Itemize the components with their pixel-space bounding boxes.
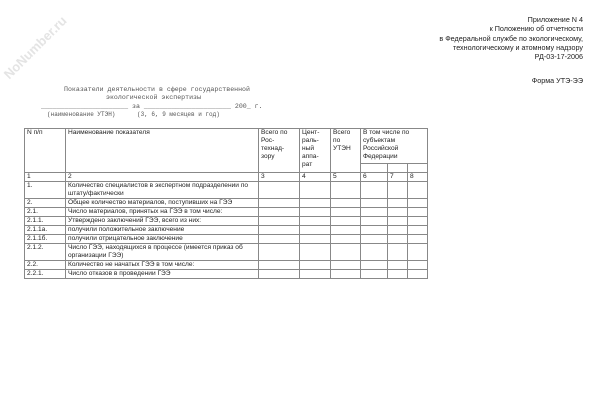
value-cell[interactable] bbox=[408, 261, 428, 270]
col-num: 5 bbox=[331, 173, 361, 182]
row-name: Число отказов в проведении ГЭЭ bbox=[66, 270, 259, 279]
col-num: 4 bbox=[300, 173, 331, 182]
col-num: 6 bbox=[361, 173, 388, 182]
value-cell[interactable] bbox=[388, 235, 408, 244]
value-cell[interactable] bbox=[259, 199, 300, 208]
value-cell[interactable] bbox=[331, 235, 361, 244]
value-cell[interactable] bbox=[361, 226, 388, 235]
row-name: Утверждено заключений ГЭЭ, всего из них: bbox=[66, 217, 259, 226]
value-cell[interactable] bbox=[388, 270, 408, 279]
header-line: технологическому и атомному надзору bbox=[453, 42, 583, 52]
value-cell[interactable] bbox=[408, 217, 428, 226]
indicators-table bbox=[24, 128, 428, 279]
value-cell[interactable] bbox=[388, 261, 408, 270]
value-cell[interactable] bbox=[259, 217, 300, 226]
title-line: Показатели деятельности в сфере государственной bbox=[64, 86, 250, 93]
value-cell[interactable] bbox=[388, 226, 408, 235]
value-cell[interactable] bbox=[259, 244, 300, 261]
row-number: 1. bbox=[25, 182, 66, 199]
value-cell[interactable] bbox=[300, 208, 331, 217]
value-cell[interactable] bbox=[388, 217, 408, 226]
row-number: 2.1.2. bbox=[25, 244, 66, 261]
value-cell[interactable] bbox=[300, 199, 331, 208]
value-cell[interactable] bbox=[361, 182, 388, 199]
value-cell[interactable] bbox=[408, 226, 428, 235]
value-cell[interactable] bbox=[361, 217, 388, 226]
col-num: 3 bbox=[259, 173, 300, 182]
watermark: NoNumber.ru bbox=[0, 13, 70, 82]
header-uten: Всего по УТЭН bbox=[331, 129, 361, 173]
col-num: 1 bbox=[25, 173, 66, 182]
row-number: 2.2. bbox=[25, 261, 66, 270]
row-number: 2.1. bbox=[25, 208, 66, 217]
value-cell[interactable] bbox=[388, 182, 408, 199]
value-cell[interactable] bbox=[259, 270, 300, 279]
value-cell[interactable] bbox=[331, 244, 361, 261]
row-name: Число ГЭЭ, находящихся в процессе (имеется приказ об организации ГЭЭ) bbox=[66, 244, 259, 261]
value-cell[interactable] bbox=[300, 270, 331, 279]
header-subjects: В том числе по субъектам Российской Федерации bbox=[361, 129, 428, 164]
value-cell[interactable] bbox=[300, 217, 331, 226]
table-row bbox=[25, 217, 428, 226]
row-name: получили положительное заключение bbox=[66, 226, 259, 235]
value-cell[interactable] bbox=[388, 244, 408, 261]
row-number: 2.2.1. bbox=[25, 270, 66, 279]
value-cell[interactable] bbox=[259, 235, 300, 244]
value-cell[interactable] bbox=[408, 235, 428, 244]
title-period-line: ______________________ за ______________________ 200_ г. bbox=[41, 103, 263, 110]
table-row bbox=[25, 226, 428, 235]
title-line: экологической экспертизы bbox=[106, 94, 201, 101]
value-cell[interactable] bbox=[408, 182, 428, 199]
value-cell[interactable] bbox=[300, 226, 331, 235]
col-num: 7 bbox=[388, 173, 408, 182]
value-cell[interactable] bbox=[361, 208, 388, 217]
row-number: 2.1.1б. bbox=[25, 235, 66, 244]
table-row bbox=[25, 182, 428, 199]
value-cell[interactable] bbox=[331, 199, 361, 208]
header-line: Приложение N 4 bbox=[527, 15, 583, 24]
row-number: 2. bbox=[25, 199, 66, 208]
value-cell[interactable] bbox=[361, 235, 388, 244]
value-cell[interactable] bbox=[408, 208, 428, 217]
column-numbers-row bbox=[25, 173, 428, 182]
row-name: Количество не начатых ГЭЭ в том числе: bbox=[66, 261, 259, 270]
value-cell[interactable] bbox=[331, 226, 361, 235]
row-name: Количество специалистов в экспертном подразделении по штату/фактически bbox=[66, 182, 259, 199]
value-cell[interactable] bbox=[259, 208, 300, 217]
value-cell[interactable] bbox=[408, 270, 428, 279]
col-num: 2 bbox=[66, 173, 259, 182]
row-name: Общее количество материалов, поступивших на ГЭЭ bbox=[66, 199, 259, 208]
value-cell[interactable] bbox=[259, 261, 300, 270]
col-num: 8 bbox=[408, 173, 428, 182]
table-row bbox=[25, 244, 428, 261]
value-cell[interactable] bbox=[361, 261, 388, 270]
header-name: Наименование показателя bbox=[66, 129, 259, 173]
value-cell[interactable] bbox=[300, 261, 331, 270]
value-cell[interactable] bbox=[388, 208, 408, 217]
header-line: РД-03-17-2006 bbox=[534, 52, 583, 62]
header-central: Цент-раль-ный аппа-рат bbox=[300, 129, 331, 173]
form-code: Форма УТЭ-ЭЭ bbox=[531, 76, 583, 85]
header-n: N п/п bbox=[25, 129, 66, 173]
value-cell[interactable] bbox=[300, 182, 331, 199]
header-line: в Федеральной службе по экологическому, bbox=[439, 33, 583, 43]
row-name: Число материалов, принятых на ГЭЭ в том числе: bbox=[66, 208, 259, 217]
value-cell[interactable] bbox=[388, 199, 408, 208]
value-cell[interactable] bbox=[408, 244, 428, 261]
value-cell[interactable] bbox=[361, 199, 388, 208]
table-row bbox=[25, 235, 428, 244]
table-row bbox=[25, 199, 428, 208]
table-row bbox=[25, 270, 428, 279]
table-row bbox=[25, 261, 428, 270]
value-cell[interactable] bbox=[259, 182, 300, 199]
value-cell[interactable] bbox=[300, 244, 331, 261]
row-number: 2.1.1а. bbox=[25, 226, 66, 235]
title-caption: (наименование УТЭН) (3, 6, 9 месяцев и год) bbox=[47, 111, 220, 118]
value-cell[interactable] bbox=[259, 226, 300, 235]
value-cell[interactable] bbox=[331, 217, 361, 226]
header-total: Всего по Рос-технад-зору bbox=[259, 129, 300, 173]
table-row bbox=[25, 208, 428, 217]
value-cell[interactable] bbox=[331, 270, 361, 279]
row-number: 2.1.1. bbox=[25, 217, 66, 226]
value-cell[interactable] bbox=[361, 270, 388, 279]
value-cell[interactable] bbox=[361, 244, 388, 261]
value-cell[interactable] bbox=[331, 182, 361, 199]
header-line: к Положению об отчетности bbox=[489, 24, 583, 34]
value-cell[interactable] bbox=[408, 199, 428, 208]
appendix-header bbox=[439, 15, 583, 61]
row-name: получили отрицательное заключение bbox=[66, 235, 259, 244]
value-cell[interactable] bbox=[300, 235, 331, 244]
value-cell[interactable] bbox=[331, 208, 361, 217]
value-cell[interactable] bbox=[331, 261, 361, 270]
